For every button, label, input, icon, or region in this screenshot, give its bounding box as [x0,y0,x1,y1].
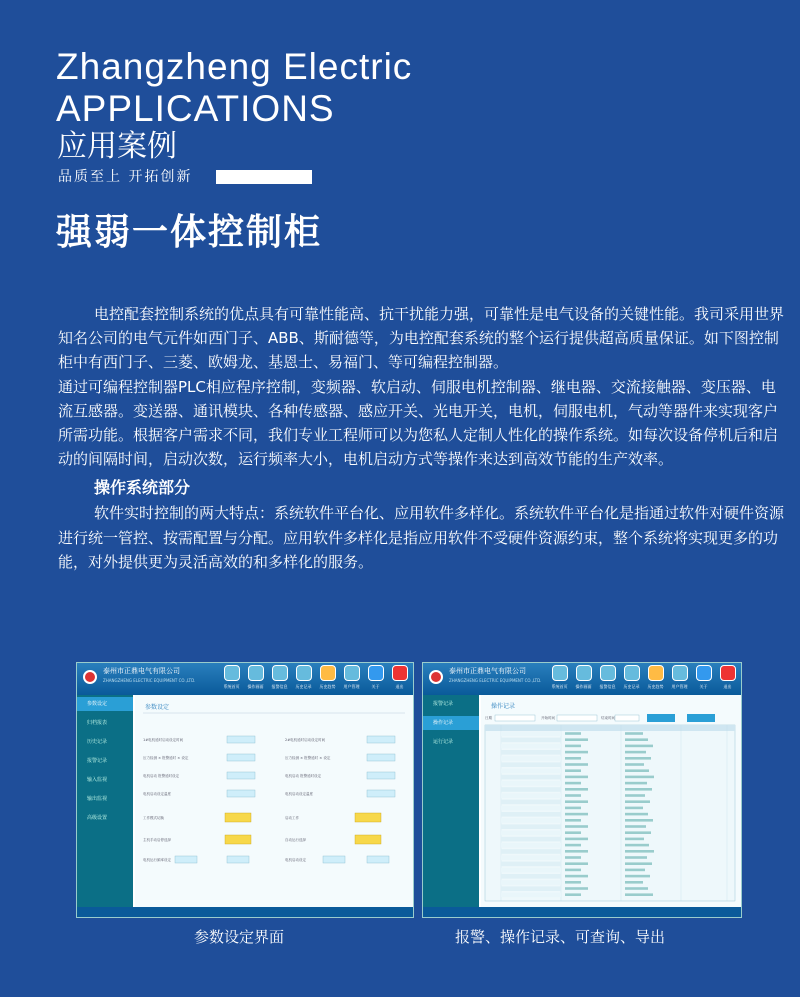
svg-text:参数设定: 参数设定 [145,704,170,711]
svg-text:结束时间: 结束时间 [601,716,615,720]
app-settings-panel [135,695,413,907]
app-sidebar: 报警记录 操作记录 运行记录 [423,695,479,907]
svg-text:电机启动设定温度: 电机启动设定温度 [143,792,171,796]
svg-text:操作记录: 操作记录 [491,703,516,710]
company-logo-icon [429,670,443,684]
app-header: 泰州市正鼎电气有限公司 ZHANGZHENG ELECTRIC EQUIPMENT CO.,LTD. 系统首页 操作画面 报警信息 历史记录 历史趋势 用户管理 关于 退出 [77,663,413,695]
section-subheading: 操作系统部分 [94,478,191,498]
svg-text:开始时间: 开始时间 [541,716,555,720]
svg-text:电机启动 报警延时设定: 电机启动 报警延时设定 [143,774,180,778]
svg-text:自动运行选择: 自动运行选择 [285,838,306,842]
svg-text:电机启动 报警延时设定: 电机启动 报警延时设定 [285,774,322,778]
app-sidebar: 参数设定 归档报表 历史记录 报警记录 输入监视 输出监视 高级设置 [77,695,133,907]
svg-text:压力检测 × 报警延时 × 设定: 压力检测 × 报警延时 × 设定 [143,756,189,760]
svg-text:电机启动设定温度: 电机启动设定温度 [285,792,313,796]
brand-applications-cn: 应用案例 [57,129,177,164]
company-logo-icon [83,670,97,684]
app-records-panel [481,695,741,907]
svg-text:电机启动设定: 电机启动设定 [285,858,306,862]
app-toolbar-icons: 系统首页 操作画面 报警信息 历史记录 历史趋势 用户管理 关于 退出 [550,665,737,693]
slogan-bar [216,170,312,184]
left-screenshot-caption: 参数设定界面 [194,928,285,946]
svg-text:2#电机延时启动设定时间: 2#电机延时启动设定时间 [285,738,326,742]
parameter-settings-screenshot [76,662,414,918]
page-title: 强弱一体控制柜 [56,212,323,253]
records-table-graphic [481,695,741,907]
app-status-bar [77,907,413,917]
paragraph-software: 软件实时控制的两大特点：系统软件平台化、应用软件多样化。系统软件平台化是指通过软件对硬件资源进行统一管控、按需配置与分配。应用软件多样化是指应用软件不受硬件资源约束，整个系统将实现更多的功能，对外提供更为灵活高效的和多样化的服务。 [58,504,785,571]
brand-name: Zhangzheng Electric [56,46,413,87]
svg-text:工作模式切换: 工作模式切换 [143,816,164,820]
paragraph-intro: 电控配套控制系统的优点具有可靠性能高、抗干扰能力强，可靠性是电气设备的关键性能。我司采用世界知名公司的电气元件如西门子、ABB、斯耐德等，为电控配套系统的整个运行提供超高质量保证。如下图控制柜中有西门子、三菱、欧姆龙、基恩士、易福门、等可编程控制器。 [58,305,785,372]
svg-text:压力检测 × 报警延时 × 设定: 压力检测 × 报警延时 × 设定 [285,756,331,760]
alarm-records-screenshot [422,662,742,918]
app-toolbar-icons: 系统首页 操作画面 报警信息 历史记录 历史趋势 用户管理 关于 退出 [222,665,409,693]
svg-text:启动工作: 启动工作 [285,816,299,820]
svg-text:日期: 日期 [485,716,492,720]
slogan: 品质至上 开拓创新 [58,169,193,185]
svg-text:电机运行频率设定: 电机运行频率设定 [143,858,171,862]
brand-applications: APPLICATIONS [56,88,335,129]
svg-text:1#电机延时启动设定时间: 1#电机延时启动设定时间 [143,738,184,742]
right-screenshot-caption: 报警、操作记录、可查询、导出 [455,928,666,946]
paragraph-plc: 通过可编程控制器PLC相应程序控制，变频器、软启动、伺服电机控制器、继电器、交流接触器、变压器、电流互感器。变送器、通讯模块、各种传感器、感应开关、光电开关，电机，伺服电机，气动等器件来实现客户所需功能。根据客户需求不同，我们专业工程师可以为您私人定制人性化的操作系统。如每次设备停机后和启动的间隔时间，启动次数，运行频率大小，电机启动方式等操作来达到高效节能的生产效率。 [58,377,779,469]
svg-text:主机手动启停选择: 主机手动启停选择 [143,838,171,842]
app-status-bar [423,907,741,917]
app-header: 泰州市正鼎电气有限公司 ZHANGZHENG ELECTRIC EQUIPMENT CO.,LTD. 系统首页 操作画面 报警信息 历史记录 历史趋势 用户管理 关于 退出 [423,663,741,695]
settings-form-graphic [135,695,413,907]
body-text [58,302,784,574]
